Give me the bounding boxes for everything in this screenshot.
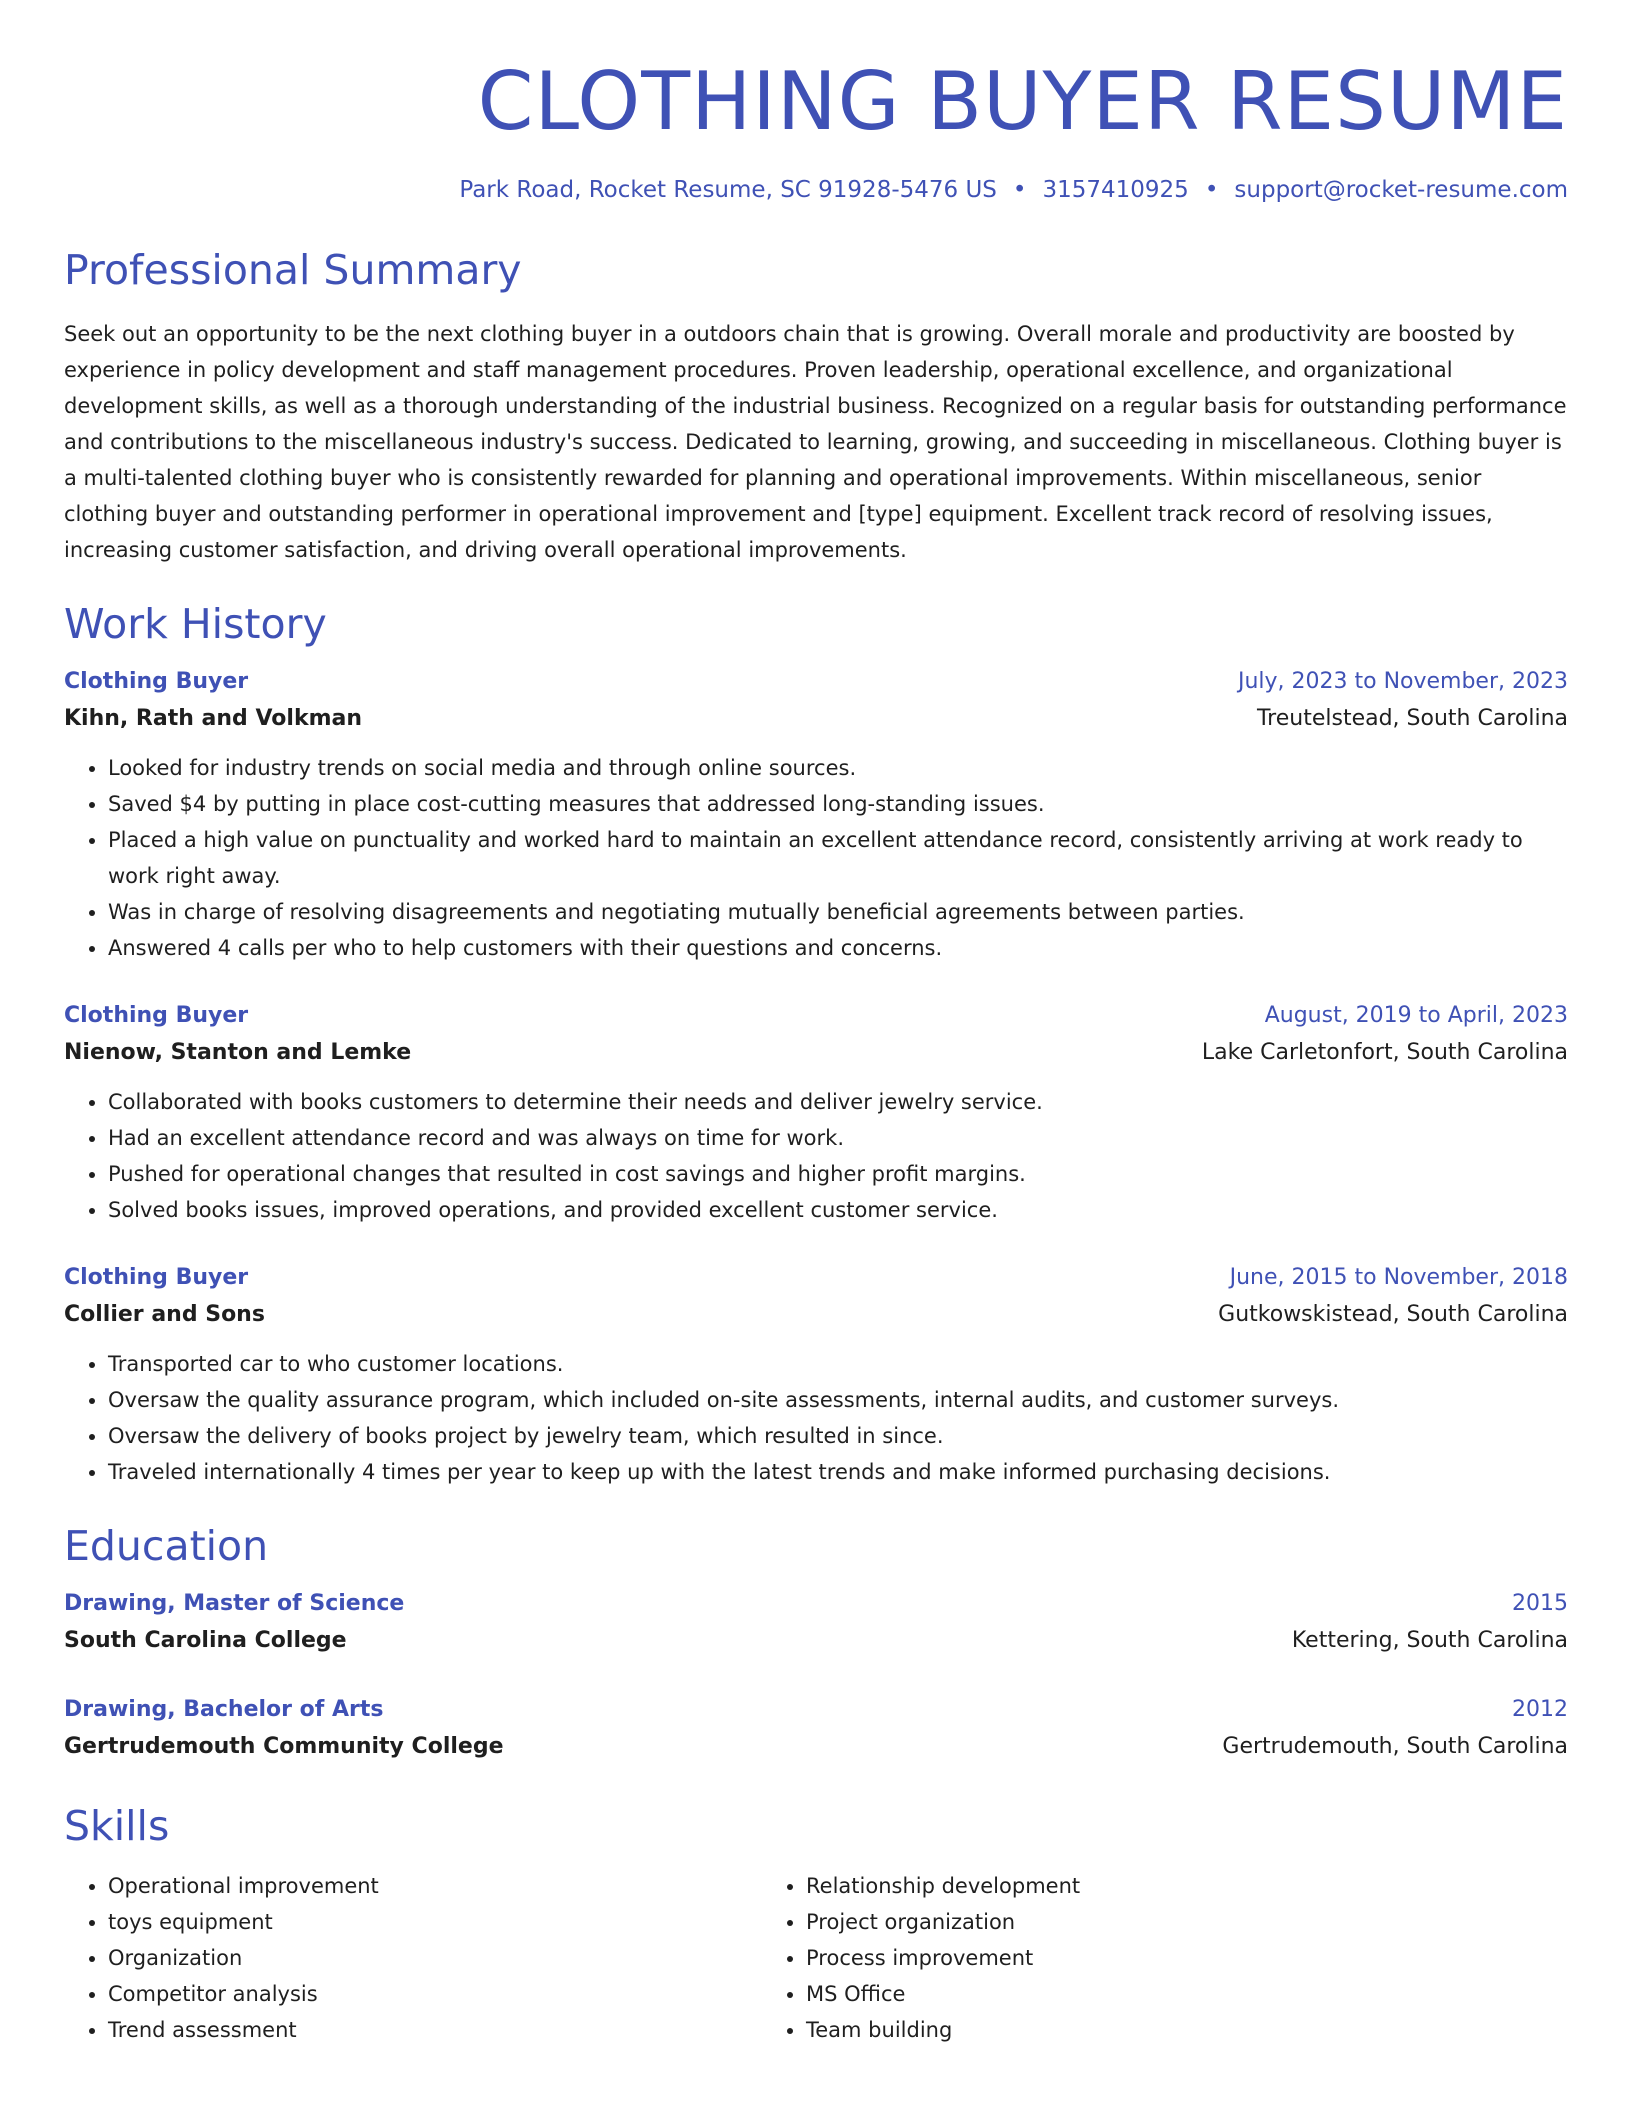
job-location: Lake Carletonfort, South Carolina	[1201, 1040, 1568, 1065]
job-dates: June, 2015 to November, 2018	[1229, 1265, 1568, 1290]
job-bullet: • Oversaw the quality assurance program, which included on-site assessments, internal audits, and customer surveys.	[108, 1382, 1568, 1418]
job-bullet: • Transported car to who customer locations.	[108, 1346, 1568, 1382]
contact-phone: 3157410925	[1042, 177, 1189, 203]
skills-column-left	[64, 1868, 762, 2048]
job-company-row	[64, 1034, 1568, 1072]
education-year: 2015	[1512, 1591, 1568, 1616]
job-bullet: • Collaborated with books customers to determine their needs and deliver jewelry service.	[108, 1084, 1568, 1120]
job-role: Clothing Buyer	[64, 669, 249, 694]
job-entry	[64, 664, 1568, 966]
job-dates: July, 2023 to November, 2023	[1237, 669, 1568, 694]
skills-list	[64, 1868, 1568, 2048]
contact-email[interactable]: support@rocket-resume.com	[1234, 177, 1568, 203]
job-entry	[64, 1260, 1568, 1490]
job-company: Collier and Sons	[64, 1302, 265, 1327]
contact-address: Park Road, Rocket Resume, SC 91928-5476 US	[459, 177, 997, 203]
job-company: Nienow, Stanton and Lemke	[64, 1040, 412, 1065]
skills-column-right	[762, 1868, 1460, 2048]
job-bullet: • Pushed for operational changes that resulted in cost savings and higher profit margins.	[108, 1156, 1568, 1192]
education-school-row	[64, 1622, 1568, 1660]
job-bullets	[64, 1084, 1568, 1228]
skill-item: • Process improvement	[806, 1940, 1460, 1976]
education-school: South Carolina College	[64, 1628, 347, 1653]
job-location: Treutelstead, South Carolina	[1256, 706, 1568, 731]
job-role: Clothing Buyer	[64, 1003, 249, 1028]
job-location: Gutkowskistead, South Carolina	[1218, 1302, 1568, 1327]
skill-item: • Competitor analysis	[108, 1976, 762, 2012]
summary-text: Seek out an opportunity to be the next clothing buyer in a outdoors chain that is growing. Overall morale and productivity are boosted by experience in policy development and staff management procedures. Proven leadership, operational excellence, and organizational development skills, as well as a thorough understanding of the industrial business. Recognized on a regular basis for outstanding performance and contributions to the miscellaneous industry's success. Dedicated to learning, growing, and succeeding in miscellaneous. Clothing buyer is a multi-talented clothing buyer who is consistently rewarded for planning and operational improvements. Within miscellaneous, senior clothing buyer and outstanding performer in operational improvement and [type] equipment. Excellent track record of resolving issues, increasing customer satisfaction, and driving overall operational improvements.	[64, 322, 1567, 562]
job-company-row	[64, 700, 1568, 738]
job-bullet: • Saved $4 by putting in place cost-cutting measures that addressed long-standing issues.	[108, 786, 1568, 822]
job-entry	[64, 998, 1568, 1228]
job-bullets	[64, 1346, 1568, 1490]
education-school: Gertrudemouth Community College	[64, 1734, 504, 1759]
resume-page	[64, 0, 1568, 2048]
education-entry	[64, 1692, 1568, 1766]
education-heading: Education	[64, 1522, 269, 1570]
skill-item: • Relationship development	[806, 1868, 1460, 1904]
summary-heading: Professional Summary	[64, 246, 522, 294]
contact-separator: •	[1204, 177, 1219, 203]
skill-item: • toys equipment	[108, 1904, 762, 1940]
job-bullet: • Oversaw the delivery of books project by jewelry team, which resulted in since.	[108, 1418, 1568, 1454]
job-header-row	[64, 664, 1568, 700]
skill-item: • Trend assessment	[108, 2012, 762, 2048]
job-bullet: • Solved books issues, improved operations, and provided excellent customer service.	[108, 1192, 1568, 1228]
skill-item: • Operational improvement	[108, 1868, 762, 1904]
skill-item: • MS Office	[806, 1976, 1460, 2012]
skill-item: • Organization	[108, 1940, 762, 1976]
education-location: Kettering, South Carolina	[1291, 1628, 1568, 1653]
work-history-heading: Work History	[64, 600, 327, 648]
job-bullet: • Had an excellent attendance record and was always on time for work.	[108, 1120, 1568, 1156]
education-entry	[64, 1586, 1568, 1660]
contact-line	[64, 174, 1568, 206]
contact-separator: •	[1012, 177, 1027, 203]
job-bullets	[64, 750, 1568, 966]
job-bullet: • Looked for industry trends on social media and through online sources.	[108, 750, 1568, 786]
job-bullet: • Answered 4 calls per who to help customers with their questions and concerns.	[108, 930, 1568, 966]
job-header-row	[64, 1260, 1568, 1296]
job-company-row	[64, 1296, 1568, 1334]
job-role: Clothing Buyer	[64, 1265, 249, 1290]
education-year: 2012	[1512, 1697, 1568, 1722]
education-degree: Drawing, Bachelor of Arts	[64, 1697, 384, 1722]
job-bullet: • Was in charge of resolving disagreements and negotiating mutually beneficial agreements between parties.	[108, 894, 1568, 930]
education-location: Gertrudemouth, South Carolina	[1222, 1734, 1568, 1759]
skill-item: • Project organization	[806, 1904, 1460, 1940]
job-company: Kihn, Rath and Volkman	[64, 706, 363, 731]
job-bullet: • Placed a high value on punctuality and worked hard to maintain an excellent attendance record, consistently arriving at work ready to work right away.	[108, 822, 1568, 894]
education-header-row	[64, 1586, 1568, 1622]
education-header-row	[64, 1692, 1568, 1728]
resume-title: CLOTHING BUYER RESUME	[477, 55, 1568, 148]
job-header-row	[64, 998, 1568, 1034]
job-dates: August, 2019 to April, 2023	[1264, 1003, 1568, 1028]
job-bullet: • Traveled internationally 4 times per year to keep up with the latest trends and make informed purchasing decisions.	[108, 1454, 1568, 1490]
resume-header	[64, 0, 1568, 206]
skills-heading: Skills	[64, 1802, 170, 1850]
education-degree: Drawing, Master of Science	[64, 1591, 405, 1616]
skill-item: • Team building	[806, 2012, 1460, 2048]
education-school-row	[64, 1728, 1568, 1766]
